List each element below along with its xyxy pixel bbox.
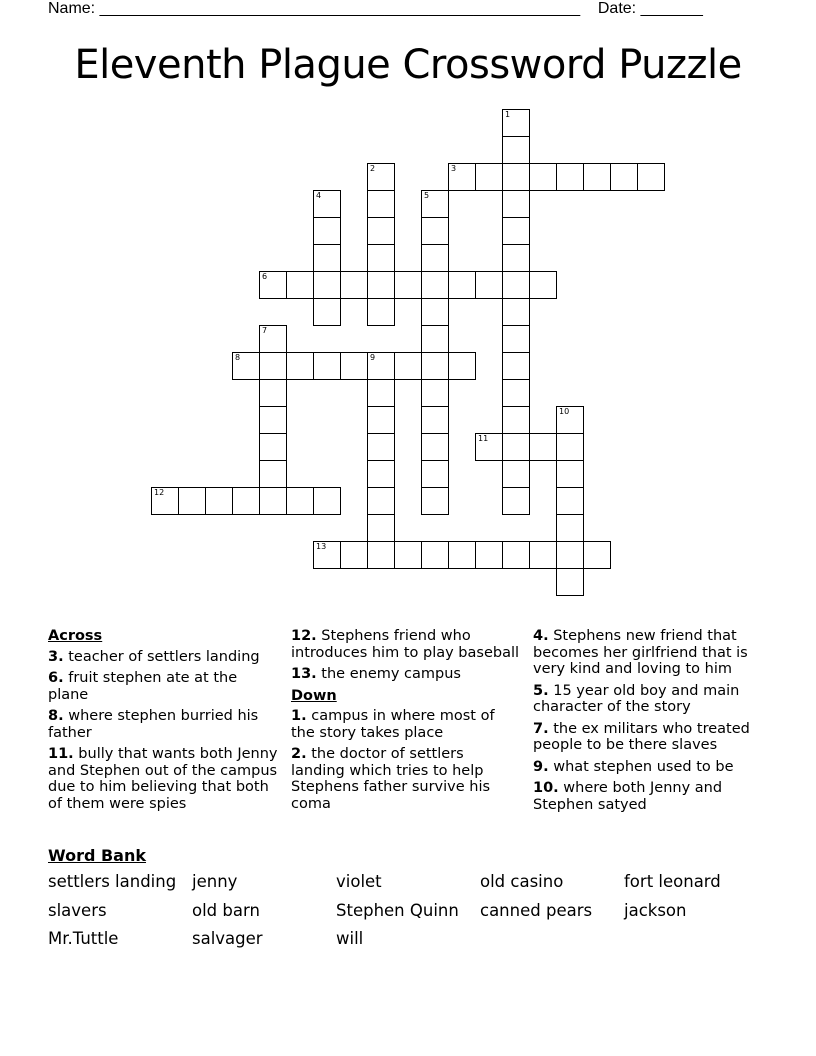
cell-number: 9 (370, 353, 376, 362)
clue-across-13 (291, 666, 521, 683)
crossword-cell[interactable] (556, 568, 584, 596)
crossword-cell[interactable] (259, 406, 287, 434)
crossword-cell[interactable] (502, 325, 530, 353)
crossword-cell[interactable] (556, 433, 584, 461)
crossword-cell[interactable] (340, 541, 368, 569)
clue-text: 15 year old boy and main character of the story (533, 682, 740, 715)
clue-down-10 (533, 780, 763, 813)
crossword-cell[interactable] (367, 379, 395, 407)
crossword-cell[interactable] (448, 163, 476, 191)
crossword-cell[interactable] (259, 325, 287, 353)
clue-across-6 (48, 670, 278, 703)
clue-text: what stephen used to be (553, 758, 734, 775)
clue-text: where both Jenny and Stephen satyed (533, 780, 723, 813)
crossword-cell[interactable] (502, 109, 530, 137)
clue-down-1 (291, 708, 521, 741)
crossword-cell[interactable] (367, 541, 395, 569)
crossword-cell[interactable] (259, 433, 287, 461)
cell-number: 12 (154, 488, 165, 497)
clue-text: teacher of settlers landing (68, 648, 260, 665)
clues-column-1 (48, 628, 278, 817)
crossword-cell[interactable] (529, 163, 557, 191)
cell-number: 13 (316, 542, 327, 551)
word-bank-word: jackson (624, 901, 687, 920)
crossword-cell[interactable] (178, 487, 206, 515)
cell-number: 3 (451, 164, 457, 173)
clue-text: the enemy campus (321, 666, 461, 682)
crossword-cell[interactable] (556, 406, 584, 434)
crossword-cell[interactable] (583, 163, 611, 191)
word-bank-word: Stephen Quinn (336, 901, 459, 920)
crossword-cell[interactable] (421, 406, 449, 434)
cell-number: 5 (424, 191, 430, 200)
crossword-cell[interactable] (259, 460, 287, 488)
crossword-cell[interactable] (421, 460, 449, 488)
crossword-cell[interactable] (421, 217, 449, 245)
crossword-cell[interactable] (367, 514, 395, 542)
word-bank-word: Mr.Tuttle (48, 929, 119, 948)
crossword-cell[interactable] (556, 163, 584, 191)
name-line: ______________________________________________________ (99, 0, 581, 17)
clue-number: 9. (533, 758, 549, 775)
across-heading: Across (48, 628, 103, 644)
crossword-cell[interactable] (313, 541, 341, 569)
word-bank-word: will (336, 929, 364, 948)
crossword-cell[interactable] (529, 433, 557, 461)
word-bank-title: Word Bank (48, 846, 147, 865)
crossword-cell[interactable] (556, 514, 584, 542)
crossword-cell[interactable] (421, 298, 449, 326)
clue-text: fruit stephen ate at the plane (48, 670, 238, 703)
crossword-cell[interactable] (394, 271, 422, 299)
crossword-cell[interactable] (502, 460, 530, 488)
clue-text: where stephen burried his father (48, 708, 259, 741)
crossword-cell[interactable] (502, 244, 530, 272)
word-bank-word: old casino (480, 872, 564, 891)
crossword-cell[interactable] (367, 487, 395, 515)
crossword-cell[interactable] (259, 487, 287, 515)
crossword-cell[interactable] (502, 433, 530, 461)
crossword-cell[interactable] (502, 541, 530, 569)
crossword-cell[interactable] (502, 487, 530, 515)
cell-number: 11 (478, 434, 489, 443)
word-bank-word: settlers landing (48, 872, 177, 891)
date-line: _______ (640, 0, 703, 17)
name-label: Name: (48, 0, 96, 17)
crossword-cell[interactable] (286, 352, 314, 380)
crossword-cell[interactable] (313, 244, 341, 272)
clue-across-8 (48, 708, 278, 741)
clue-number: 4. (533, 628, 549, 644)
crossword-cell[interactable] (502, 352, 530, 380)
crossword-cell[interactable] (448, 271, 476, 299)
crossword-cell[interactable] (313, 352, 341, 380)
crossword-cell[interactable] (367, 190, 395, 218)
crossword-cell[interactable] (502, 136, 530, 164)
crossword-cell[interactable] (421, 271, 449, 299)
crossword-cell[interactable] (367, 244, 395, 272)
crossword-cell[interactable] (232, 352, 260, 380)
clue-number: 13. (291, 666, 317, 682)
cell-number: 7 (262, 326, 268, 335)
crossword-cell[interactable] (502, 271, 530, 299)
clues-column-3 (533, 628, 763, 818)
cell-number: 10 (559, 407, 570, 416)
word-bank-word: jenny (192, 872, 238, 891)
crossword-cell[interactable] (205, 487, 233, 515)
clue-down-9 (533, 759, 763, 776)
cell-number: 1 (505, 110, 511, 119)
clue-down-7 (533, 721, 763, 754)
crossword-cell[interactable] (529, 541, 557, 569)
clue-text: Stephens new friend that becomes her girlfriend that is very kind and loving to him (533, 628, 748, 677)
clue-number: 6. (48, 670, 64, 686)
crossword-cell[interactable] (367, 163, 395, 191)
clue-number: 1. (291, 708, 307, 724)
clue-text: bully that wants both Jenny and Stephen out of the campus due to him believing that both of them were spies (48, 746, 278, 812)
crossword-cell[interactable] (313, 190, 341, 218)
crossword-cell[interactable] (367, 271, 395, 299)
date-label: Date: (597, 0, 637, 17)
crossword-cell[interactable] (502, 406, 530, 434)
clues-column-2 (291, 628, 521, 817)
crossword-cell[interactable] (502, 298, 530, 326)
crossword-cell[interactable] (475, 433, 503, 461)
clue-down-4 (533, 628, 763, 678)
clue-down-5 (533, 683, 763, 716)
clue-text: the ex militars who treated people to be there slaves (533, 720, 750, 753)
crossword-cell[interactable] (556, 460, 584, 488)
crossword-cell[interactable] (232, 487, 260, 515)
clue-across-3 (48, 649, 278, 666)
crossword-cell[interactable] (421, 487, 449, 515)
crossword-cell[interactable] (367, 217, 395, 245)
crossword-cell[interactable] (313, 271, 341, 299)
crossword-cell[interactable] (286, 487, 314, 515)
crossword-cell[interactable] (475, 541, 503, 569)
clue-number: 2. (291, 746, 307, 762)
cell-number: 2 (370, 164, 376, 173)
clue-number: 8. (48, 708, 64, 724)
crossword-cell[interactable] (637, 163, 665, 191)
cell-number: 8 (235, 353, 241, 362)
crossword-cell[interactable] (259, 379, 287, 407)
page-title: Eleventh Plague Crossword Puzzle (74, 42, 742, 88)
clue-text: the doctor of settlers landing which tries to help Stephens father survive his coma (291, 746, 491, 812)
down-heading: Down (291, 687, 337, 704)
crossword-cell[interactable] (610, 163, 638, 191)
clue-number: 5. (533, 682, 549, 699)
crossword-cell[interactable] (421, 433, 449, 461)
clue-number: 11. (48, 746, 74, 762)
crossword-cell[interactable] (502, 163, 530, 191)
word-bank-word: canned pears (480, 901, 593, 920)
crossword-cell[interactable] (475, 271, 503, 299)
crossword-cell[interactable] (556, 487, 584, 515)
crossword-cell[interactable] (529, 271, 557, 299)
crossword-cell[interactable] (475, 163, 503, 191)
word-bank-word: fort leonard (624, 872, 721, 891)
crossword-cell[interactable] (394, 352, 422, 380)
crossword-cell[interactable] (340, 271, 368, 299)
word-bank-word: slavers (48, 901, 107, 920)
crossword-cell[interactable] (502, 190, 530, 218)
word-bank-word: violet (336, 872, 382, 891)
clue-across-11 (48, 746, 278, 812)
crossword-cell[interactable] (448, 541, 476, 569)
word-bank-word: salvager (192, 929, 263, 948)
crossword-cell[interactable] (367, 460, 395, 488)
clue-number: 12. (291, 628, 317, 644)
crossword-cell[interactable] (502, 217, 530, 245)
crossword-cell[interactable] (313, 487, 341, 515)
crossword-cell[interactable] (421, 244, 449, 272)
clue-text: campus in where most of the story takes place (291, 708, 495, 741)
crossword-cell[interactable] (556, 541, 584, 569)
crossword-cell[interactable] (583, 541, 611, 569)
cell-number: 4 (316, 191, 322, 200)
crossword-cell[interactable] (367, 298, 395, 326)
crossword-cell[interactable] (421, 190, 449, 218)
clue-number: 3. (48, 648, 64, 665)
crossword-cell[interactable] (313, 217, 341, 245)
cell-number: 6 (262, 272, 268, 281)
crossword-cell[interactable] (367, 406, 395, 434)
crossword-cell[interactable] (151, 487, 179, 515)
clue-down-2 (291, 746, 521, 812)
clue-across-12 (291, 628, 521, 661)
crossword-cell[interactable] (367, 433, 395, 461)
crossword-cell[interactable] (394, 541, 422, 569)
crossword-cell[interactable] (259, 352, 287, 380)
crossword-cell[interactable] (259, 271, 287, 299)
crossword-cell[interactable] (502, 379, 530, 407)
crossword-cell[interactable] (421, 541, 449, 569)
clue-number: 7. (533, 720, 549, 737)
crossword-cell[interactable] (286, 271, 314, 299)
crossword-cell[interactable] (340, 352, 368, 380)
word-bank-word: old barn (192, 901, 260, 920)
crossword-cell[interactable] (313, 298, 341, 326)
crossword-cell[interactable] (421, 352, 449, 380)
crossword-cell[interactable] (367, 352, 395, 380)
crossword-cell[interactable] (421, 325, 449, 353)
crossword-cell[interactable] (421, 379, 449, 407)
crossword-cell[interactable] (448, 352, 476, 380)
clue-text: Stephens friend who introduces him to play baseball (291, 628, 520, 661)
clue-number: 10. (533, 780, 559, 796)
